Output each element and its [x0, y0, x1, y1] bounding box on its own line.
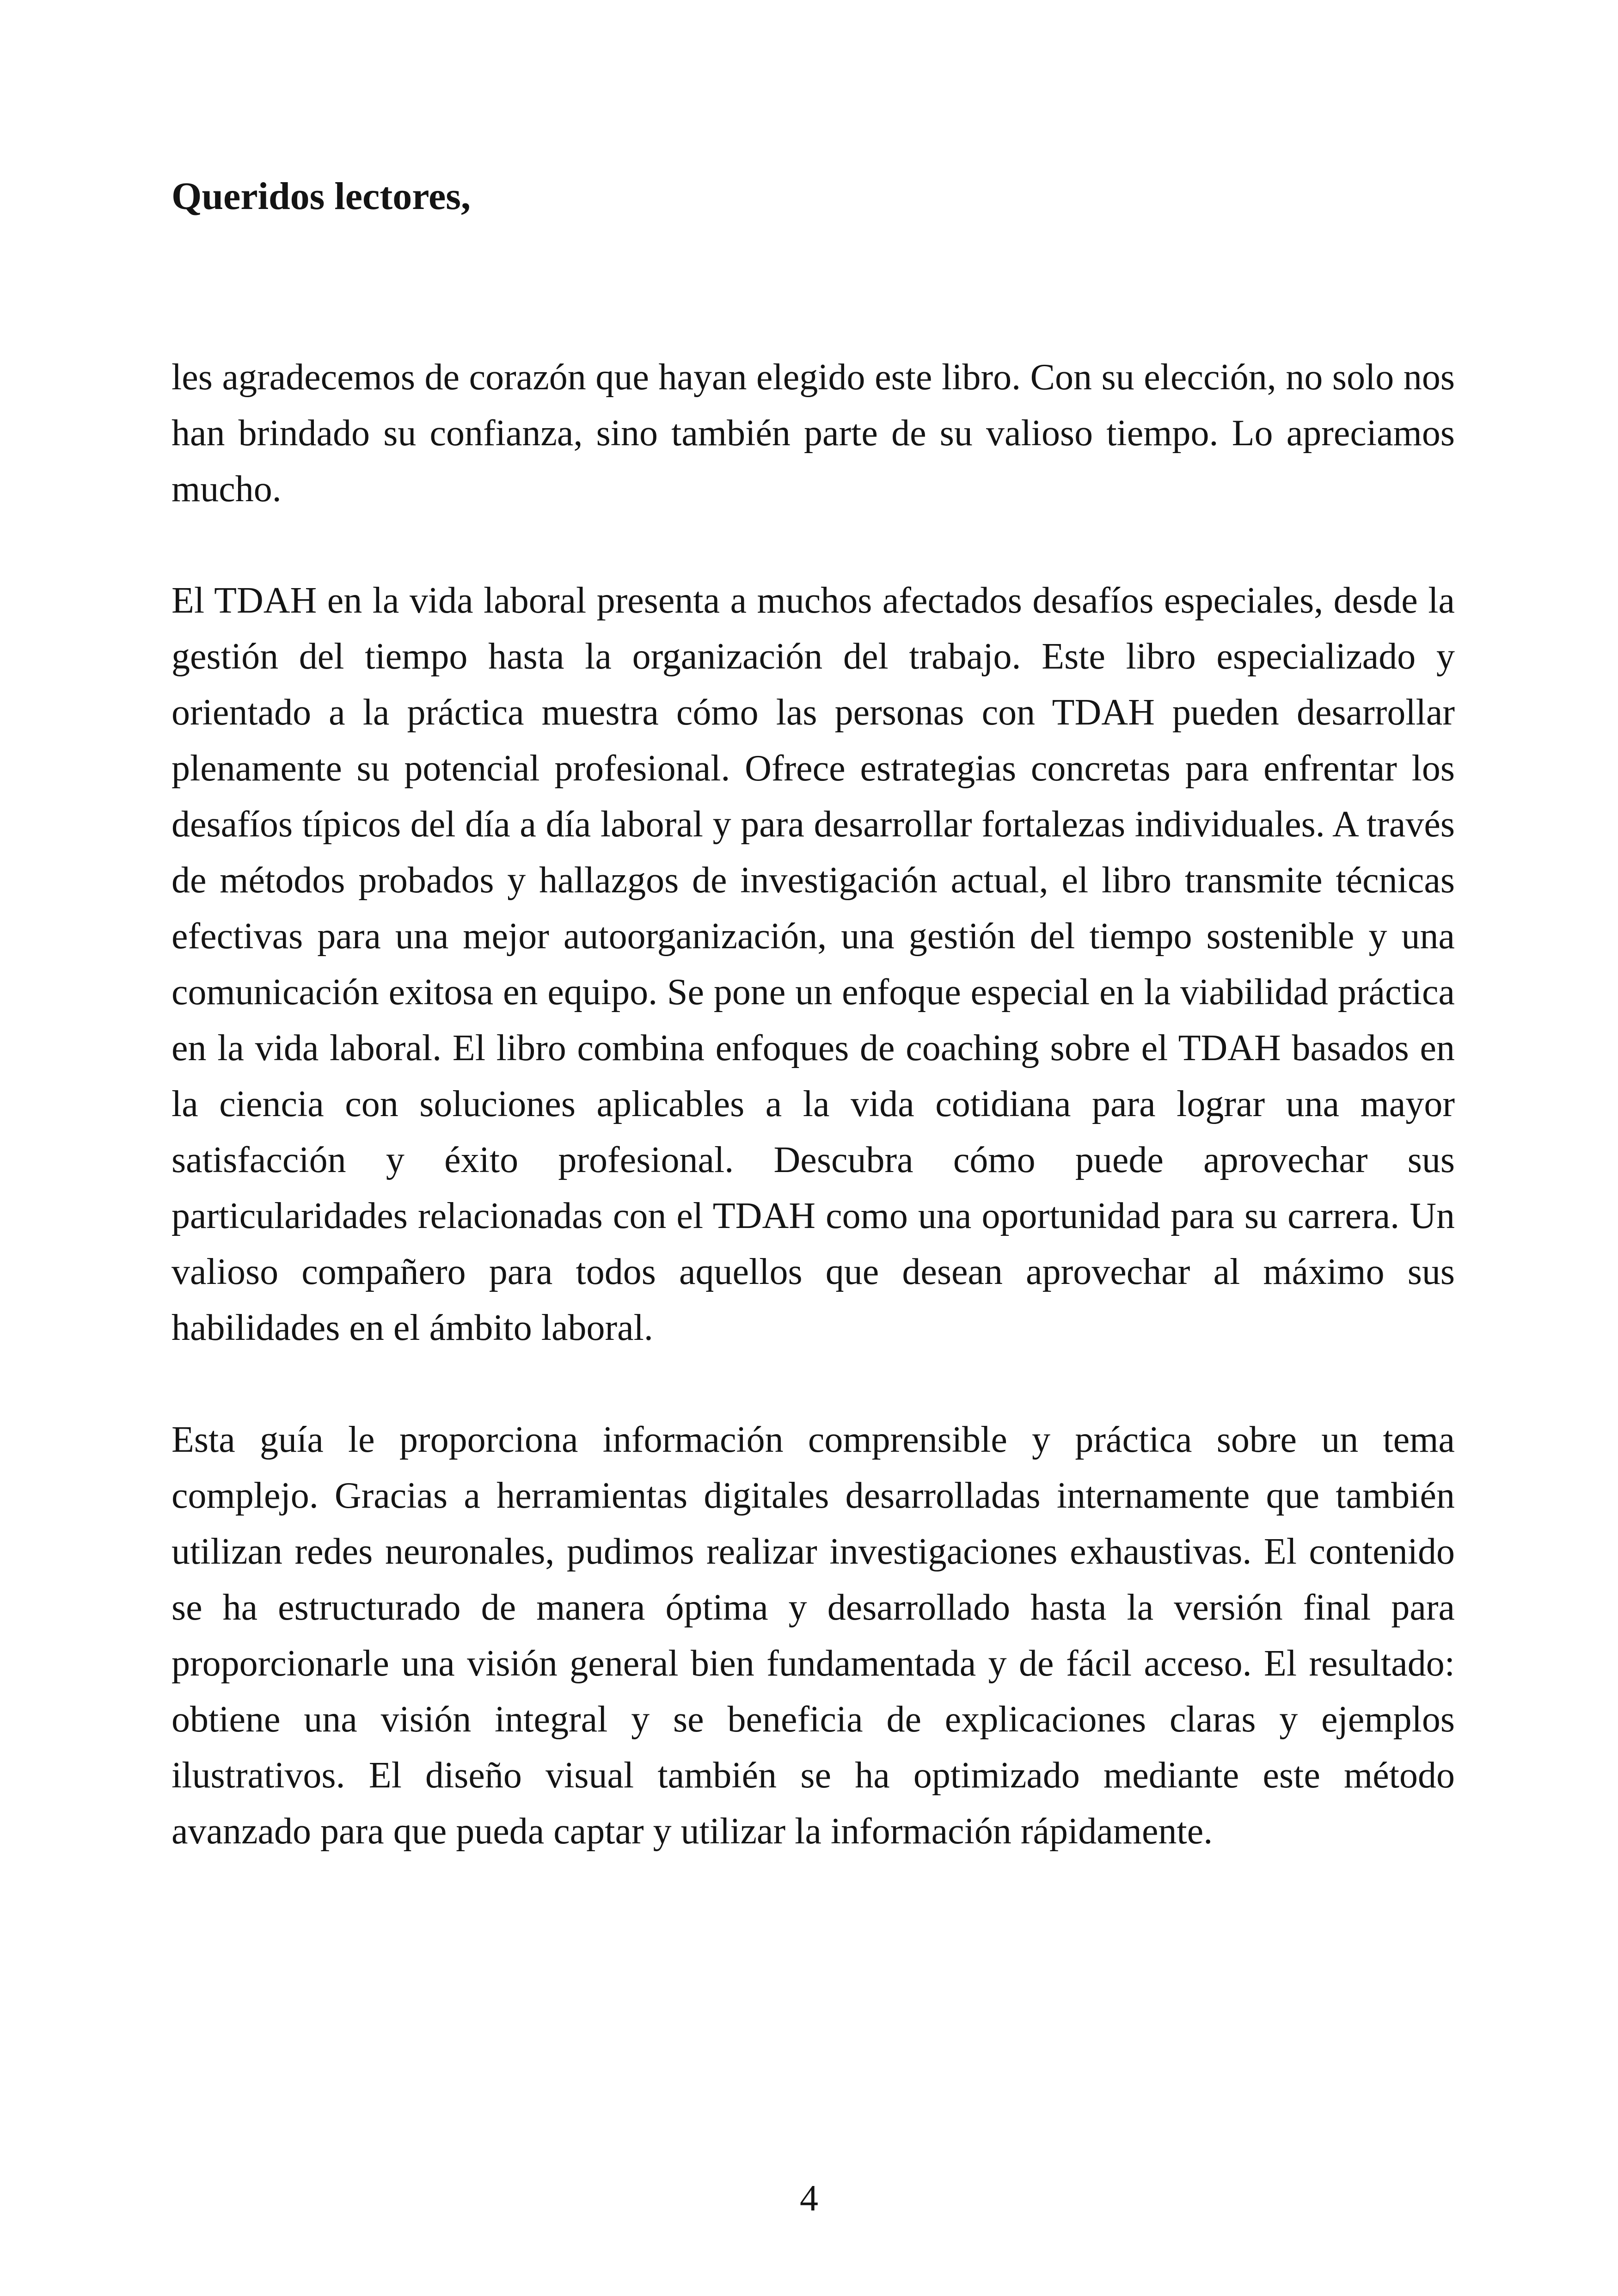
page-number: 4: [800, 2178, 818, 2219]
paragraph-gratitude: les agradecemos de corazón que hayan elegido este libro. Con su elección, no solo nos han brindado su confianza, sino también parte de su valioso tiempo. Lo apreciamos mucho.: [172, 357, 1455, 510]
salutation-heading: Queridos lectores,: [172, 175, 471, 218]
text-column: [172, 171, 1455, 1860]
paragraph-book-description: El TDAH en la vida laboral presenta a muchos afectados desafíos especiales, desde la gestión del tiempo hasta la organización del trabajo. Este libro especializado y orientado a la práctica muestra cómo las personas con TDAH pueden desarrollar plenamente su potencial profesional. Ofrece estrategias concretas para enfrentar los desafíos típicos del día a día laboral y para desarrollar fortalezas individuales. A través de métodos probados y hallazgos de investigación actual, el libro transmite técnicas efectivas para una mejor autoorganización, una gestión del tiempo sostenible y una comunicación exitosa en equipo. Se pone un enfoque especial en la viabilidad práctica en la vida laboral. El libro combina enfoques de coaching sobre el TDAH basados en la ciencia con soluciones aplicables a la vida cotidiana para lograr una mayor satisfacción y éxito profesional. Descubra cómo puede aprovechar sus particularidades relacionadas con el TDAH como una oportunidad para su carrera. Un valioso compañero para todos aquellos que desean aprovechar al máximo sus habilidades en el ámbito laboral.: [172, 580, 1455, 1348]
paragraph-guide-method: Esta guía le proporciona información comprensible y práctica sobre un tema complejo. Gracias a herramientas digitales desarrolladas internamente que también utilizan redes neuronales, pudimos realizar investigaciones exhaustivas. El contenido se ha estructurado de manera óptima y desarrollado hasta la versión final para proporcionarle una visión general bien fundamentada y de fácil acceso. El resultado: obtiene una visión integral y se beneficia de explicaciones claras y ejemplos ilustrativos. El diseño visual también se ha optimizado mediante este método avanzado para que pueda captar y utilizar la información rápidamente.: [172, 1419, 1455, 1852]
